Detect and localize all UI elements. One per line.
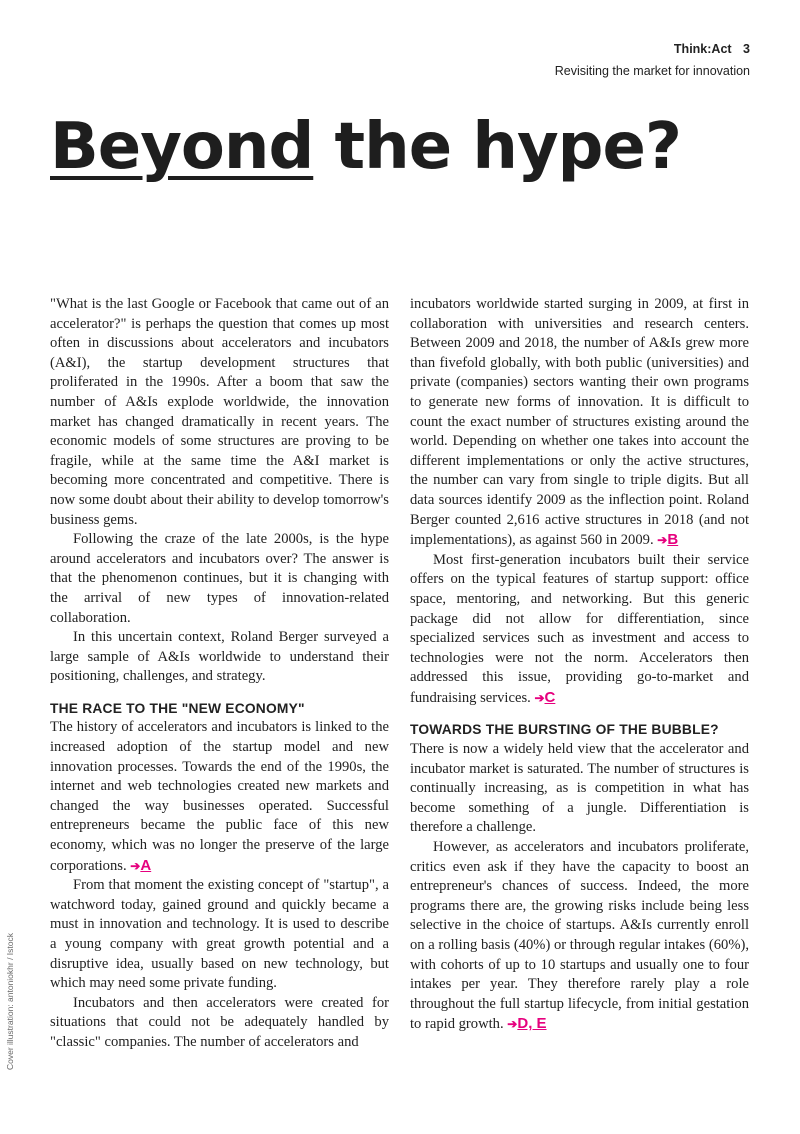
- paragraph: [410, 551, 749, 709]
- header-top-line: [555, 42, 750, 56]
- header-subtitle: Revisiting the market for innovation: [554, 64, 750, 78]
- section-heading-new-economy: THE RACE TO THE "NEW ECONOMY": [50, 700, 305, 716]
- figure-reference-b[interactable]: [657, 531, 678, 547]
- section-heading-bubble: TOWARDS THE BURSTING OF THE BUBBLE?: [410, 722, 719, 738]
- reference-letter: A: [140, 856, 152, 874]
- page-header: [555, 42, 750, 78]
- arrow-right-icon: ➔: [534, 690, 545, 705]
- paragraph: In this uncertain context, Roland Berger surveyed a large sample of A&Is worldwide to understand their positioning, challenges, and strategy.: [50, 629, 389, 685]
- paragraph: From that moment the existing concept of "startup", a watchword today, gained ground and quickly became a must in innovation and technology. It is used to describe a young company with great growth potential and a disruptive idea, usually based on new technology, but which may need some private funding.: [50, 877, 389, 992]
- paragraph: "What is the last Google or Facebook that came out of an accelerator?" is perhaps the question that comes up most often in discussions about accelerators and incubators (A&I), the startup development structures that proliferated in the 1990s. After a boom that saw the number of A&Is explode worldwide, the innovation market has changed dramatically in recent years. The economic models of some structures are proving to be fragile, while at the same time the A&I market is becoming more concentrated and competitive. There is now some doubt about their ability to develop tomorrow's business gems.: [50, 296, 389, 528]
- paragraph: [410, 838, 749, 1035]
- paragraph: Incubators and then accelerators were created for situations that could not be adequately handled by "classic" companies. The number of accelerators and: [50, 994, 389, 1050]
- figure-reference-de[interactable]: [507, 1015, 546, 1031]
- paragraph-text: incubators worldwide started surging in 2009, at first in collaboration with universities and research centers. Between 2009 and 2018, the number of A&Is grew more than fivefold globally, with both public (universities) and private (companies) sectors wanting their own programs to generate new forms of innovation. It is difficult to count the exact number of structures existing around the world. Depending on whether one takes into account the different implementations or only the active structures, the number can vary from single to triple digits. But all data sources identify 2009 as the inflection point. Roland Berger counted 2,616 active structures in 2018 (and not implementations), as against 560 in 2009.: [410, 296, 749, 549]
- reference-letter: D, E: [517, 1015, 547, 1033]
- paragraph: There is now a widely held view that the accelerator and incubator market is saturated. The number of structures is continually increasing, as is competition in what has become something of a jungle. Differentiation is therefore a challenge.: [410, 741, 749, 836]
- arrow-right-icon: ➔: [507, 1017, 518, 1032]
- paragraph-text: Most first-generation incubators built their service offers on the typical features of startup support: office space, mentoring, and networking. But this generic package did not allow for differentiation, since specialized services such as investment and access to technologies were not the norm. Accelerators then addressed this issue, providing go-to-market and fundraising services.: [410, 551, 749, 706]
- figure-reference-a[interactable]: [130, 857, 151, 873]
- paragraph: [410, 295, 749, 551]
- arrow-right-icon: ➔: [657, 533, 668, 548]
- title-underlined-word: Beyond: [50, 110, 314, 184]
- paragraph: Following the craze of the late 2000s, is the hype around accelerators and incubators over? The answer is that the phenomenon continues, but it is changing with the arrival of new types of innovation-related collaboration.: [50, 531, 389, 626]
- image-credit: Cover illustration: antoniokhr / Istock: [5, 932, 15, 1070]
- figure-reference-c[interactable]: [534, 689, 555, 705]
- paragraph: [50, 718, 389, 876]
- reference-letter: C: [544, 688, 556, 706]
- paragraph-text: However, as accelerators and incubators proliferate, critics even ask if they have the capacity to boost an entrepreneur's chances of success. Indeed, the more programs there are, the growing risks include being less selective in the choice of startups. A&Is currently enroll on a rolling basis (40%) or through regular intakes (60%), with cohorts of up to 10 startups and usually one to four intakes per year. They therefore rarely play a role throughout the full startup lifecycle, from initial gestation to rapid growth.: [410, 839, 749, 1033]
- left-column: [50, 295, 389, 1053]
- reference-letter: B: [667, 531, 679, 549]
- brand-name: Think:Act: [673, 42, 732, 56]
- right-column: [410, 295, 749, 1035]
- paragraph-text: The history of accelerators and incubators is linked to the increased adoption of the startup model and new innovation processes. Towards the end of the 1990s, the internet and web technologies created new markets and changed the way businesses operated. Successful entrepreneurs became the public face of this new economy, which was no longer the preserve of the large corporations.: [50, 719, 389, 874]
- title-rest: the hype?: [313, 110, 681, 184]
- page-number: 3: [743, 42, 750, 56]
- arrow-right-icon: ➔: [130, 858, 141, 873]
- page-title: [50, 110, 681, 184]
